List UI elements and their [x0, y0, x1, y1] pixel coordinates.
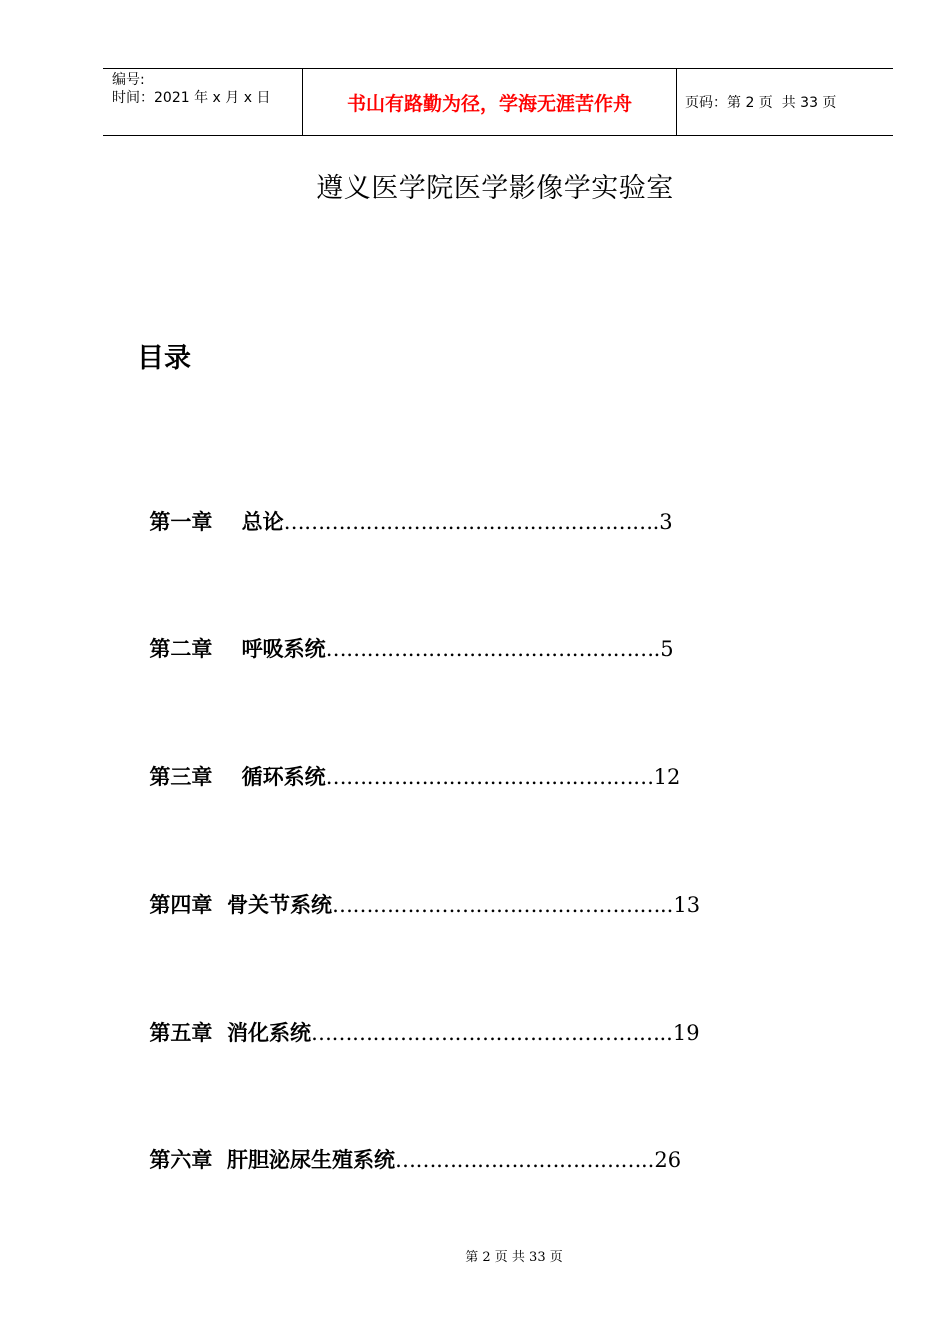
toc-entry: [136, 1112, 682, 1172]
toc-entry-label: 第二章 呼吸系统: [149, 637, 326, 661]
toc-entry-label: 第三章 循环系统: [149, 765, 326, 789]
number-label: 编号:: [112, 72, 145, 88]
toc-entry-label: 第四章 骨关节系统: [149, 893, 332, 917]
toc-heading: 目录: [137, 343, 191, 374]
toc-entry-leader: ……………………………………………: [310, 1021, 660, 1045]
toc-entry-page: .5: [653, 637, 674, 661]
toc-entry: [136, 985, 700, 1045]
header-meta: [103, 69, 303, 135]
header-motto: 书山有路勤为径，学海无涯苦作舟: [303, 69, 677, 135]
toc-entry: [136, 601, 674, 661]
toc-entry-page: ..26: [640, 1148, 682, 1172]
page-header: [103, 68, 893, 136]
toc-entry-label: 第六章 肝胆泌尿生殖系统: [149, 1148, 395, 1172]
toc-entry-page: .3: [652, 510, 673, 534]
toc-entry-leader: ………………………………: [394, 1148, 641, 1172]
toc-entry-label: 第五章 消化系统: [149, 1021, 311, 1045]
toc-entry-page: ..13: [659, 893, 701, 917]
toc-entry-page: ..19: [659, 1021, 700, 1045]
toc-entry-leader: ………………………………………………: [283, 510, 653, 534]
time-label: 时间：2021 年 x 月 x 日: [112, 90, 271, 106]
toc-entry: [136, 474, 673, 534]
page-footer: 第 2 页 共 33 页: [465, 1250, 563, 1265]
toc-entry-leader: …………………………………………: [331, 893, 660, 917]
header-page-info: 页码：第 2 页 共 33 页: [685, 95, 837, 111]
toc-entry-leader: …………………………………………: [325, 765, 654, 789]
toc-entry-leader: …………………………………………: [325, 637, 654, 661]
toc-entry: [136, 729, 681, 789]
toc-entry-page: 12: [653, 765, 681, 789]
toc-entry-label: 第一章 总论: [149, 510, 284, 534]
toc-entry: [136, 857, 701, 917]
institution-title: 遵义医学院医学影像学实验室: [316, 173, 674, 204]
